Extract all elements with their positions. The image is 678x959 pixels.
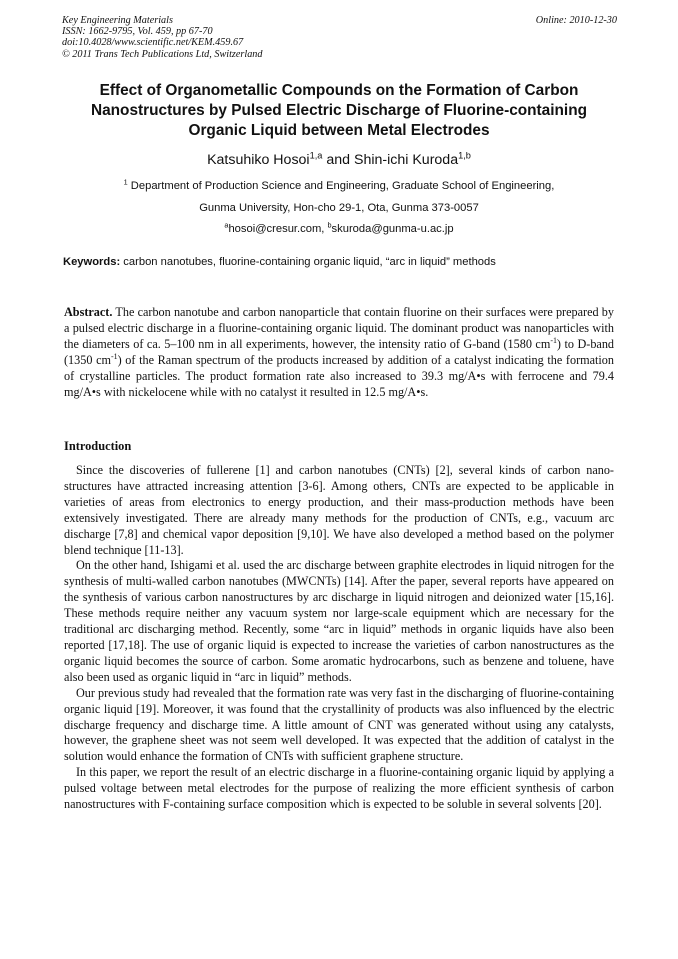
affiliation-block bbox=[40, 176, 638, 241]
introduction-body bbox=[64, 463, 614, 813]
paragraph: Our previous study had revealed that the formation rate was very fast in the discharging of fluorine-containing organic liquid [19]. Moreover, it was found that the crystallinity of products was also influenced by the electric discharge frequency and discharge time. A little amount of CNT was generated without using any catalysts, however, the graphene sheet was not seem well developed. It was expected that the addition of catalyst in the solution would enhance the formation of CNTs with sufficient graphene structure. bbox=[64, 685, 614, 764]
author-list bbox=[40, 151, 638, 169]
title-line: Organic Liquid between Metal Electrodes bbox=[188, 121, 490, 139]
online-date: Online: 2010-12-30 bbox=[535, 15, 617, 26]
journal-name: Key Engineering Materials bbox=[62, 15, 173, 26]
section-heading: Introduction bbox=[64, 439, 132, 453]
affil-line: Gunma University, Hon-cho 29-1, Ota, Gunma 373-0057 bbox=[199, 201, 479, 214]
author-name: Shin-ichi Kuroda bbox=[353, 152, 459, 168]
email-mark: a bbox=[224, 220, 229, 230]
abstract-superscript: -1 bbox=[110, 351, 118, 361]
abstract-superscript: -1 bbox=[550, 335, 557, 345]
title-line: Effect of Organometallic Compounds on the Formation of Carbon bbox=[99, 82, 579, 99]
abstract-text: ) of the Raman spectrum of the products increased by addition of a catalyst indicating the formation of crystalline particles. The product formation rate also increased to 39.3 mg/A•s with ferrocene and 79.4 mg/A•s with nickelocene while with no catalyst it resulted in 12.5 mg/A•s. bbox=[64, 352, 614, 399]
issn-line: ISSN: 1662-9795, Vol. 459, pp 67-70 bbox=[62, 26, 213, 38]
paper-title bbox=[40, 81, 638, 140]
author-affil-mark: 1,a bbox=[309, 150, 323, 161]
copyright-line: © 2011 Trans Tech Publications Ltd, Switzerland bbox=[62, 48, 263, 60]
journal-header bbox=[62, 15, 617, 60]
keywords-line bbox=[63, 255, 623, 269]
affil-number: 1 bbox=[123, 177, 128, 187]
affil-line: Department of Production Science and Engineering, Graduate School of Engineering, bbox=[127, 180, 555, 192]
author-conjunction: and bbox=[322, 152, 354, 168]
paragraph: Since the discoveries of fullerene [1] and carbon nanotubes (CNTs) [2], several kinds of carbon nano-structures have attracted increasing attention [3-6]. Among others, CNTs are expected to be applicable in varieties of areas from electronics to energy production, and their mass-production methods have been extensively investigated. There are already many methods for the production of CNTs, e.g., vacuum arc discharge [7,8] and chemical vapor deposition [9,10]. We have also developed a method based on the polymer blend technique [11-13]. bbox=[64, 463, 614, 557]
abstract-text: The carbon nanotube and carbon nanoparticle that contain fluorine on their surfaces were prepared by a pulsed electric discharge in a fluorine-containing organic liquid. The dominant product was nanoparticles with the diameters of ca. 5–100 nm in all experiments, however, the intensity ratio of G-band (1580 cm bbox=[64, 305, 614, 351]
abstract bbox=[64, 305, 614, 400]
title-line: Nanostructures by Pulsed Electric Discharge of Fluorine-containing bbox=[90, 101, 588, 119]
email-address[interactable]: skuroda@gunma-u.ac.jp bbox=[331, 223, 454, 236]
abstract-label: Abstract. bbox=[64, 305, 113, 319]
email-mark: b bbox=[327, 220, 332, 230]
keywords-text: carbon nanotubes, fluorine-containing organic liquid, “arc in liquid” methods bbox=[120, 256, 496, 268]
keywords-label: Keywords: bbox=[63, 256, 121, 268]
doi-line: doi:10.4028/www.scientific.net/KEM.459.67 bbox=[62, 37, 244, 49]
author-name: Katsuhiko Hosoi bbox=[207, 152, 310, 168]
abstract-text: ) to D-band (1350 cm bbox=[64, 336, 615, 367]
author-affil-mark: 1,b bbox=[458, 150, 471, 161]
paragraph: On the other hand, Ishigami et al. used the arc discharge between graphite electrodes in liquid nitrogen for the synthesis of multi-walled carbon nanotubes (MWCNTs) [14]. After the paper, several reports have appeared on the synthesis of various carbon nanostructures by arc discharge in liquid nitrogen and deionized water [15,16]. These methods require neither any vacuum system nor large-scale equipment which are necessary for the traditional arc discharging method. Recently, some “arc in liquid” methods in organic liquids have also been reported [17,18]. The use of organic liquid is expected to increase the varieties of carbon nanostructures as the organic liquid becomes the source of carbon. Some aromatic hydrocarbons, such as benzene and toluene, have also been used as organic liquid in “arc in liquid” methods. bbox=[64, 558, 614, 684]
email-address[interactable]: hosoi@cresur.com, bbox=[228, 223, 328, 236]
paragraph: In this paper, we report the result of an electric discharge in a fluorine-containing organic liquid by applying a pulsed voltage between metal electrodes for the purpose of realizing the more efficient synthesis of carbon nanostructures with F-containing surface composition which is expected to be soluble in several solvents [20]. bbox=[64, 765, 614, 812]
